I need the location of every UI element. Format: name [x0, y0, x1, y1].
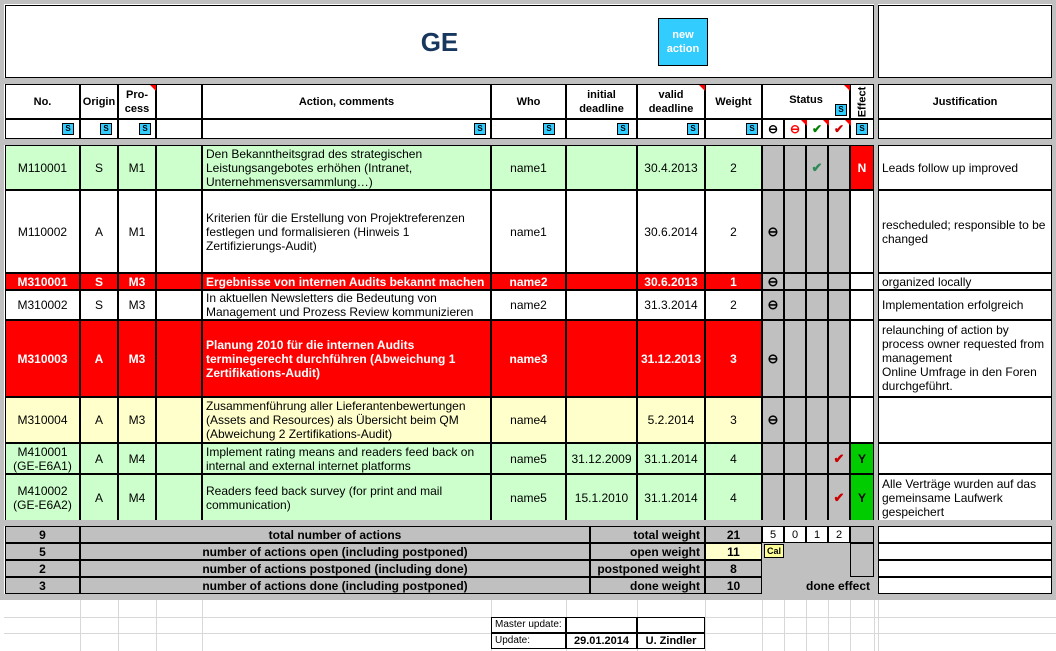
filter-cell-blank — [156, 119, 202, 139]
row-0-valid[interactable]: 30.4.2013 — [637, 145, 705, 190]
row-7-who[interactable]: name5 — [491, 474, 566, 521]
row-2-effect[interactable] — [850, 273, 874, 290]
grid-line-v — [202, 600, 203, 651]
status-count-effect — [850, 526, 874, 543]
grid-line-v — [874, 600, 875, 651]
header-status: Status — [762, 84, 850, 119]
comment-marker-s4 — [845, 120, 851, 126]
header-weight: Weight — [705, 84, 762, 119]
row-5-s3[interactable] — [806, 397, 828, 443]
row-1-blank — [156, 190, 202, 273]
comment-marker-status — [844, 85, 850, 91]
row-3-s3[interactable] — [806, 290, 828, 320]
header-initial: initial deadline — [566, 84, 637, 119]
row-3-weight[interactable]: 2 — [705, 290, 762, 320]
row-3-valid[interactable]: 31.3.2014 — [637, 290, 705, 320]
row-4-blank — [156, 320, 202, 397]
row-7-origin[interactable]: A — [80, 474, 118, 521]
row-4-weight[interactable]: 3 — [705, 320, 762, 397]
frame-divider — [874, 0, 878, 600]
row-6-blank — [156, 443, 202, 474]
row-1-effect[interactable] — [850, 190, 874, 273]
grid-line-v — [762, 600, 763, 651]
grid-line-v — [828, 600, 829, 651]
row-2-status-mark-icon[interactable]: ⊖ — [767, 273, 779, 289]
header-effect-label: Effect — [856, 86, 868, 117]
summary-label-1: number of actions open (including postponed) — [80, 543, 590, 560]
row-0-weight[interactable]: 2 — [705, 145, 762, 190]
row-4-s4[interactable] — [828, 320, 850, 397]
summary-count-0: 9 — [5, 526, 80, 543]
row-7-effect[interactable]: Y — [850, 474, 874, 521]
status-count-s4: 2 — [828, 526, 850, 543]
row-1-action[interactable]: Kriterien für die Erstellung von Projektreferenzen festlegen und formalisieren (Hinweis 1 Zertifizierungs-Audit) — [202, 190, 491, 273]
title-area — [5, 5, 874, 78]
summary-just-0 — [878, 526, 1052, 543]
row-5-who[interactable]: name4 — [491, 397, 566, 443]
grid-line-v — [850, 600, 851, 651]
summary-count-1: 5 — [5, 543, 80, 560]
filter-button-initial[interactable]: S — [617, 123, 629, 135]
frame-under-summary — [0, 594, 1056, 600]
row-3-who[interactable]: name2 — [491, 290, 566, 320]
row-6-s2[interactable] — [784, 443, 806, 474]
row-1-status-mark-icon[interactable]: ⊖ — [767, 223, 779, 239]
master-update-value[interactable] — [566, 617, 637, 633]
row-1-process[interactable]: M1 — [118, 190, 156, 273]
row-3-s2[interactable] — [784, 290, 806, 320]
row-3-initial[interactable] — [566, 290, 637, 320]
row-4-valid[interactable]: 31.12.2013 — [637, 320, 705, 397]
row-1-s4[interactable] — [828, 190, 850, 273]
row-2-s2[interactable] — [784, 273, 806, 290]
master-update-label: Master update: — [491, 617, 566, 633]
row-2-s3[interactable] — [806, 273, 828, 290]
row-4-initial[interactable] — [566, 320, 637, 397]
row-0-action[interactable]: Den Bekanntheitsgrad des strategischen Leistungsangebotes erhöhen (Intranet, Unternehmensversammlung…) — [202, 145, 491, 190]
row-2-action[interactable]: Ergebnisse von internen Audits bekannt machen — [202, 273, 491, 290]
row-5-origin[interactable]: A — [80, 397, 118, 443]
row-0-s1[interactable] — [762, 145, 784, 190]
summary-label-3: number of actions done (including postponed) — [80, 577, 590, 594]
row-3-status-mark-icon[interactable]: ⊖ — [767, 297, 779, 312]
row-5-weight[interactable]: 3 — [705, 397, 762, 443]
row-7-valid[interactable]: 31.1.2014 — [637, 474, 705, 521]
row-3-effect[interactable] — [850, 290, 874, 320]
row-0-status-mark-icon[interactable]: ✔ — [811, 159, 823, 175]
title-right-cell — [878, 5, 1052, 78]
frame-left — [0, 0, 4, 600]
row-6-s1[interactable] — [762, 443, 784, 474]
row-5-action[interactable]: Zusammenführung aller Lieferantenbewertungen (Assets and Resources) als Übersicht beim QM (Abweichung 2 Zertifikations-Audit) — [202, 397, 491, 443]
row-3-origin[interactable]: S — [80, 290, 118, 320]
filter-cell-action — [202, 119, 491, 139]
row-7-s1[interactable] — [762, 474, 784, 521]
summary-weight-value-2: 8 — [705, 560, 762, 577]
header-no: No. — [5, 84, 80, 119]
row-3-action[interactable]: In aktuellen Newsletters die Bedeutung von Management und Prozess Review kommunizieren — [202, 290, 491, 320]
status-count-s1: 5 — [762, 526, 784, 543]
filter-button-action[interactable]: S — [474, 123, 486, 135]
frame-under-rows — [0, 520, 1056, 526]
row-7-s3[interactable] — [806, 474, 828, 521]
summary-count-2: 2 — [5, 560, 80, 577]
row-1-no[interactable]: M110002 — [5, 190, 80, 273]
status-done-icon: ✔ — [811, 122, 823, 136]
row-3-s4[interactable] — [828, 290, 850, 320]
row-2-origin[interactable]: S — [80, 273, 118, 290]
row-2-initial[interactable] — [566, 273, 637, 290]
row-3-blank — [156, 290, 202, 320]
row-1-initial[interactable] — [566, 190, 637, 273]
summary-label-0: total number of actions — [80, 526, 590, 543]
page-title: GE — [420, 26, 459, 57]
row-5-initial[interactable] — [566, 397, 637, 443]
master-update-extra — [637, 617, 705, 633]
row-4-s2[interactable] — [784, 320, 806, 397]
row-6-who[interactable]: name5 — [491, 443, 566, 474]
row-7-action[interactable]: Readers feed back survey (for print and mail communication) — [202, 474, 491, 521]
status-count-s3: 1 — [806, 526, 828, 543]
status-count-s2: 0 — [784, 526, 806, 543]
filter-cell-just — [878, 119, 1052, 139]
grid-line-v — [118, 600, 119, 651]
row-6-s3[interactable] — [806, 443, 828, 474]
row-7-s2[interactable] — [784, 474, 806, 521]
row-5-effect[interactable] — [850, 397, 874, 443]
grid-line-v — [80, 600, 81, 651]
summary-weight-label-2: postponed weight — [590, 560, 705, 577]
status-open-icon: ⊖ — [767, 122, 779, 136]
row-7-process[interactable]: M4 — [118, 474, 156, 521]
row-0-no[interactable]: M110001 — [5, 145, 80, 190]
header-process: Pro- cess — [118, 84, 156, 119]
row-6-just[interactable] — [878, 443, 1052, 474]
summary-weight-value-1: 11 — [705, 543, 762, 560]
row-6-valid[interactable]: 31.1.2014 — [637, 443, 705, 474]
summary-weight-label-1: open weight — [590, 543, 705, 560]
row-4-action[interactable]: Planung 2010 für die internen Audits terminegerecht durchführen (Abweichung 1 Zertifikations-Audit) — [202, 320, 491, 397]
comment-marker-valid — [699, 85, 705, 91]
row-4-no[interactable]: M310003 — [5, 320, 80, 397]
row-4-s3[interactable] — [806, 320, 828, 397]
row-2-just[interactable]: organized locally — [878, 273, 1052, 290]
summary-just-3 — [878, 577, 1052, 594]
row-6-effect[interactable]: Y — [850, 443, 874, 474]
row-1-valid[interactable]: 30.6.2014 — [637, 190, 705, 273]
row-6-origin[interactable]: A — [80, 443, 118, 474]
row-0-s4[interactable] — [828, 145, 850, 190]
row-3-just[interactable]: Implementation erfolgreich — [878, 290, 1052, 320]
frame-under-title — [0, 78, 1056, 84]
row-6-status-mark-icon[interactable]: ✔ — [833, 450, 845, 466]
row-0-effect[interactable]: N — [850, 145, 874, 190]
row-2-process[interactable]: M3 — [118, 273, 156, 290]
filter-button-who[interactable]: S — [543, 123, 555, 135]
grid-line-v — [806, 600, 807, 651]
row-7-blank — [156, 474, 202, 521]
grid-line-v — [156, 600, 157, 651]
row-6-process[interactable]: M4 — [118, 443, 156, 474]
filter-button-no[interactable]: S — [62, 123, 74, 135]
row-0-just[interactable]: Leads follow up improved — [878, 145, 1052, 190]
row-6-action[interactable]: Implement rating means and readers feed back on internal and external internet platforms — [202, 443, 491, 474]
filter-button-status[interactable]: S — [835, 104, 847, 116]
status-done-red-icon: ✔ — [833, 122, 845, 136]
grid-line-v — [878, 600, 879, 651]
header-action: Action, comments — [202, 84, 491, 119]
frame-top — [0, 0, 1056, 4]
row-6-initial[interactable]: 31.12.2009 — [566, 443, 637, 474]
update-user[interactable]: U. Zindler — [637, 633, 705, 649]
row-4-process[interactable]: M3 — [118, 320, 156, 397]
row-6-no[interactable]: M410001 (GE-E6A1) — [5, 443, 80, 474]
filter-button-effect[interactable]: S — [856, 123, 868, 135]
row-2-who[interactable]: name2 — [491, 273, 566, 290]
summary-just-2 — [878, 560, 1052, 577]
row-4-effect[interactable] — [850, 320, 874, 397]
row-3-process[interactable]: M3 — [118, 290, 156, 320]
row-0-origin[interactable]: S — [80, 145, 118, 190]
filter-cell-origin — [80, 119, 118, 139]
row-5-valid[interactable]: 5.2.2014 — [637, 397, 705, 443]
summary-weight-value-0: 21 — [705, 526, 762, 543]
row-7-status-mark-icon[interactable]: ✔ — [833, 489, 845, 505]
frame-right — [1052, 0, 1056, 600]
row-1-origin[interactable]: A — [80, 190, 118, 273]
summary-weight-value-3: 10 — [705, 577, 762, 594]
header-effect — [850, 84, 874, 119]
row-7-weight[interactable]: 4 — [705, 474, 762, 521]
row-1-just[interactable]: rescheduled; responsible to be changed — [878, 190, 1052, 273]
row-5-s4[interactable] — [828, 397, 850, 443]
filter-button-process[interactable]: S — [139, 123, 151, 135]
row-5-no[interactable]: M310004 — [5, 397, 80, 443]
update-date[interactable]: 29.01.2014 — [566, 633, 637, 649]
row-0-who[interactable]: name1 — [491, 145, 566, 190]
row-1-s2[interactable] — [784, 190, 806, 273]
summary-weight-label-3: done weight — [590, 577, 705, 594]
row-1-who[interactable]: name1 — [491, 190, 566, 273]
header-who: Who — [491, 84, 566, 119]
row-2-blank — [156, 273, 202, 290]
cal-button[interactable]: Cal — [764, 544, 784, 558]
row-7-no[interactable]: M410002 (GE-E6A2) — [5, 474, 80, 521]
header-origin: Origin — [80, 84, 118, 119]
header-valid: valid deadline — [637, 84, 705, 119]
row-4-origin[interactable]: A — [80, 320, 118, 397]
comment-marker-s3 — [823, 120, 829, 126]
status-postponed-icon: ⊖ — [789, 122, 801, 136]
row-0-blank — [156, 145, 202, 190]
filter-button-origin[interactable]: S — [100, 123, 112, 135]
row-0-process[interactable]: M1 — [118, 145, 156, 190]
grid-line-v — [784, 600, 785, 651]
header-just: Justification — [878, 84, 1052, 119]
row-1-weight[interactable]: 2 — [705, 190, 762, 273]
summary-count-3: 3 — [5, 577, 80, 594]
header-blank — [156, 84, 202, 119]
row-5-blank — [156, 397, 202, 443]
row-2-s4[interactable] — [828, 273, 850, 290]
row-7-initial[interactable]: 15.1.2010 — [566, 474, 637, 521]
row-2-valid[interactable]: 30.6.2013 — [637, 273, 705, 290]
row-0-s2[interactable] — [784, 145, 806, 190]
row-4-just[interactable]: relaunching of action by process owner requested from management Online Umfrage in den Foren durchgeführt. — [878, 320, 1052, 397]
frame-under-header — [0, 139, 1056, 145]
summary-just-1 — [878, 543, 1052, 560]
effect-summary-cell — [850, 543, 874, 577]
row-7-just[interactable]: Alle Verträge wurden auf das gemeinsame Laufwerk gespeichert — [878, 474, 1052, 521]
update-label: Update: — [491, 633, 566, 649]
row-0-initial[interactable] — [566, 145, 637, 190]
row-4-status-mark-icon[interactable]: ⊖ — [767, 350, 779, 366]
row-2-weight[interactable]: 1 — [705, 273, 762, 290]
new-action-button[interactable]: new action — [658, 18, 708, 66]
row-5-process[interactable]: M3 — [118, 397, 156, 443]
row-1-s3[interactable] — [806, 190, 828, 273]
row-5-s2[interactable] — [784, 397, 806, 443]
filter-button-valid[interactable]: S — [687, 123, 699, 135]
row-3-no[interactable]: M310002 — [5, 290, 80, 320]
row-5-status-mark-icon[interactable]: ⊖ — [767, 412, 779, 427]
summary-weight-label-0: total weight — [590, 526, 705, 543]
done-effect-label: done effect — [805, 578, 870, 593]
row-4-who[interactable]: name3 — [491, 320, 566, 397]
filter-button-weight[interactable]: S — [746, 123, 758, 135]
row-2-no[interactable]: M310001 — [5, 273, 80, 290]
comment-marker-s2 — [801, 120, 807, 126]
row-6-weight[interactable]: 4 — [705, 443, 762, 474]
grid-line-v — [705, 600, 706, 651]
comment-marker-process — [150, 85, 156, 91]
row-5-just[interactable] — [878, 397, 1052, 443]
summary-label-2: number of actions postponed (including done) — [80, 560, 590, 577]
